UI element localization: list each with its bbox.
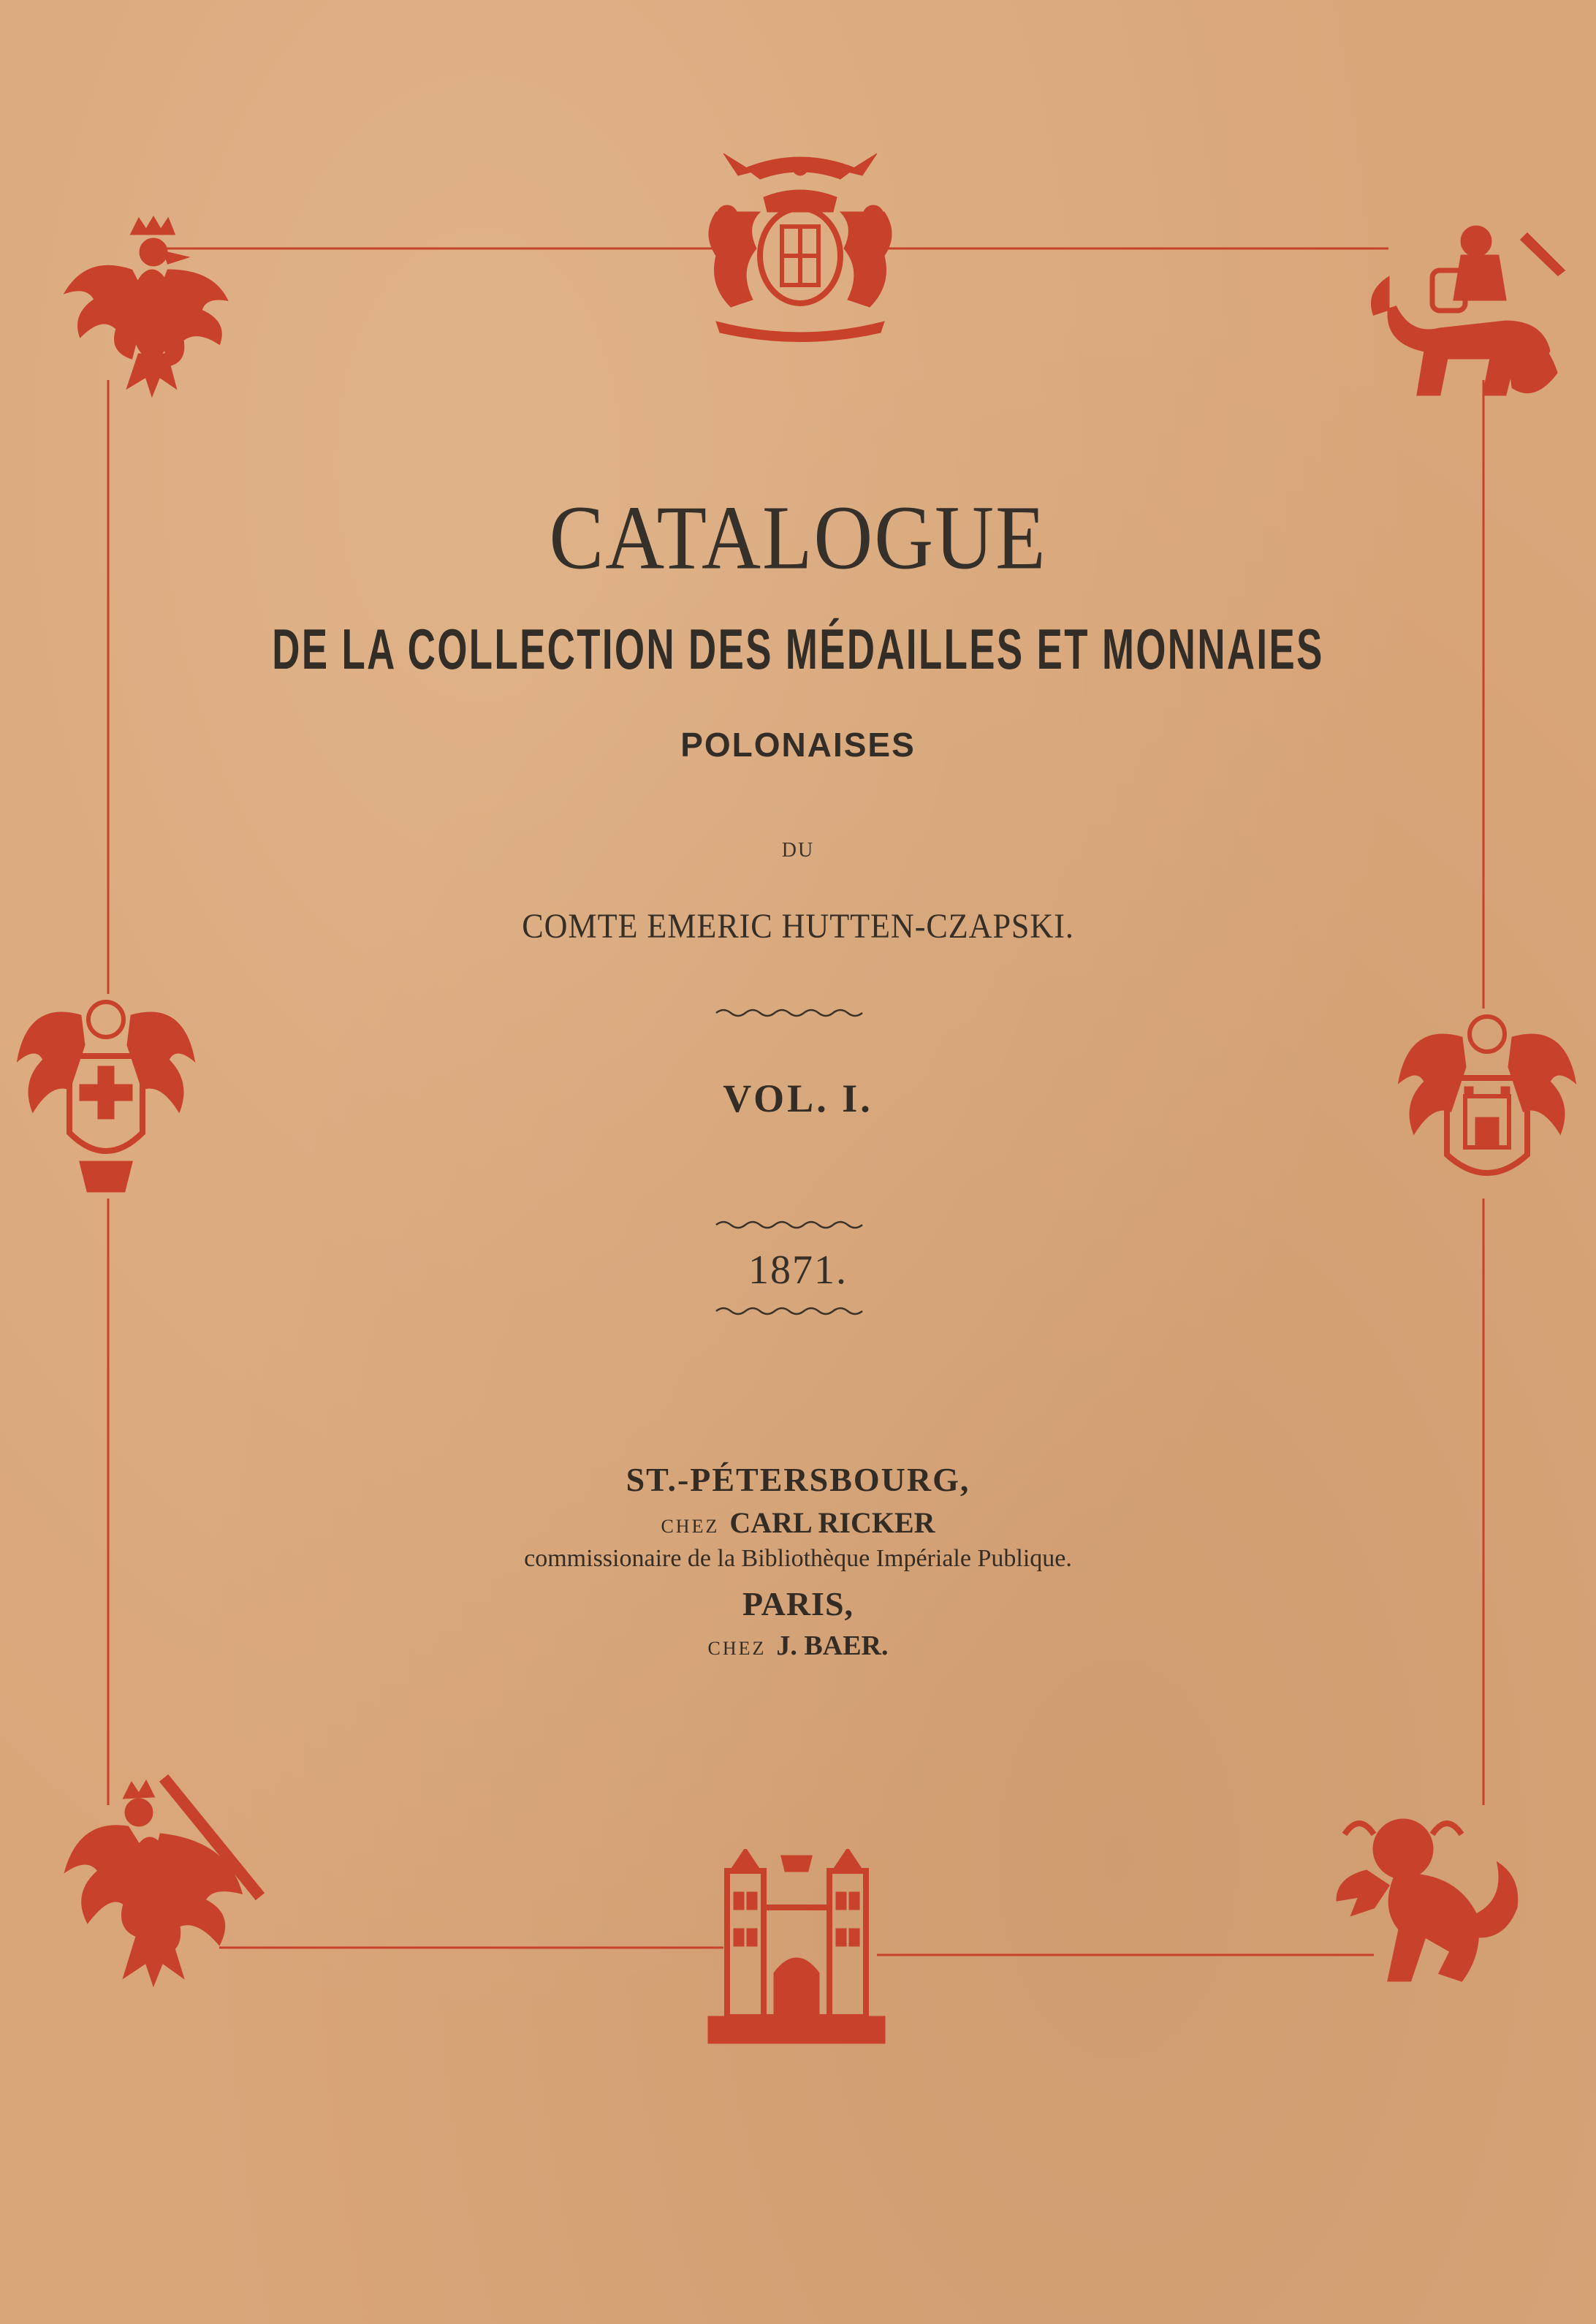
publication-year: 1871. — [748, 1248, 848, 1293]
publisher-carl-ricker: CARL RICKER — [729, 1506, 935, 1539]
imprint-commission: commissionaire de la Bibliothèque Impériale Publique. — [524, 1545, 1072, 1572]
coat-of-arms-lions-icon — [694, 146, 906, 343]
wavy-divider-3 — [712, 1304, 873, 1318]
wavy-divider-2 — [712, 1218, 873, 1232]
imprint-chez-1: CHEZ — [661, 1516, 720, 1537]
imprint-city-paris: PARIS, — [742, 1585, 854, 1622]
preposition-du: DU — [781, 839, 815, 862]
imprint-city-st-petersbourg: ST.-PÉTERSBOURG, — [626, 1461, 970, 1498]
imprint-publisher-1 — [0, 1505, 1596, 1540]
crowned-eagle-icon — [58, 212, 241, 402]
city-gate-towers-icon — [702, 1849, 892, 2046]
subtitle-polonaises: POLONAISES — [680, 726, 916, 764]
volume-number: VOL. I. — [723, 1076, 873, 1120]
imprint-chez-2: CHEZ — [707, 1638, 767, 1659]
imprint-publisher-2 — [0, 1630, 1596, 1662]
eagle-with-sword-icon — [58, 1769, 278, 1988]
title: CATALOGUE — [549, 487, 1047, 589]
rampant-lion-icon — [1330, 1812, 1527, 1995]
wavy-divider-1 — [712, 1006, 873, 1020]
publisher-j-baer: J. BAER. — [776, 1630, 889, 1661]
mounted-knight-icon — [1359, 212, 1571, 409]
subtitle: DE LA COLLECTION DES MÉDAILLES ET MONNAIES — [272, 617, 1324, 681]
author: COMTE EMERIC HUTTEN-CZAPSKI. — [522, 907, 1074, 946]
